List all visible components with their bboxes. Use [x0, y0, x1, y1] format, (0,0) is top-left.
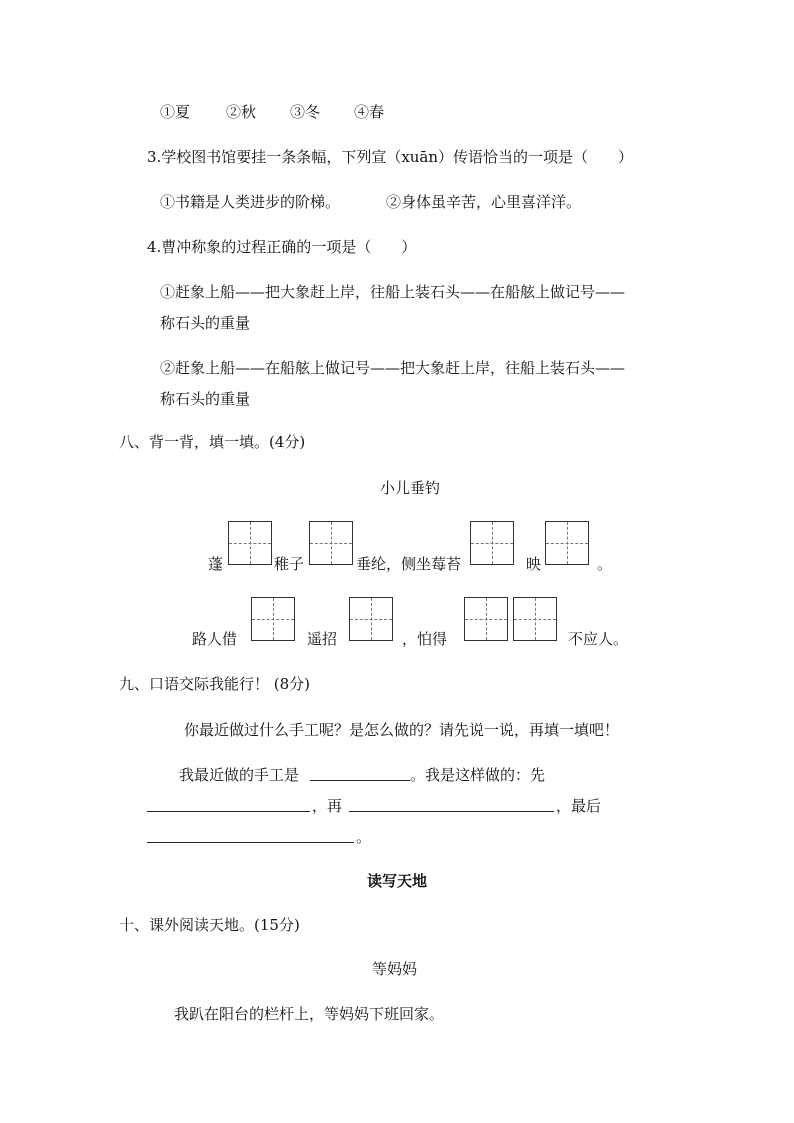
- fill-intro-text: 我最近做的手工是: [179, 766, 300, 784]
- poem-line2-text-4: 不应人。: [568, 630, 629, 648]
- fill-then-text: ，再: [312, 797, 343, 815]
- answer-blank-craft[interactable]: [310, 780, 410, 781]
- writing-grid-box[interactable]: [251, 597, 295, 641]
- writing-grid-box[interactable]: [309, 521, 353, 565]
- poem-title: 小儿垂钓: [380, 479, 441, 497]
- option-summer: ①夏: [160, 103, 191, 121]
- section-10-heading: 十、课外阅读天地。(15分): [119, 916, 300, 934]
- poem-line1-text-3: 垂纶，侧坐莓苔: [356, 555, 462, 573]
- question-4-option-1-line-2: 称石头的重量: [160, 314, 251, 332]
- answer-blank-finally[interactable]: [147, 842, 354, 843]
- question-3-stem: 3.学校图书馆要挂一条条幅，下列宣（xuān）传语恰当的一项是（ ）: [147, 148, 634, 166]
- writing-grid-box[interactable]: [470, 521, 514, 565]
- question-3-option-1: ①书籍是人类进步的阶梯。: [160, 193, 341, 211]
- section-9-heading: 九、口语交际我能行！ (8分): [119, 675, 311, 693]
- answer-blank-first[interactable]: [147, 811, 310, 812]
- writing-grid-box[interactable]: [545, 521, 589, 565]
- option-spring: ④春: [354, 103, 385, 121]
- fill-finally-text: ，最后: [556, 797, 602, 815]
- writing-grid-box[interactable]: [513, 597, 557, 641]
- writing-grid-box[interactable]: [349, 597, 393, 641]
- poem-line1-text-4: 映: [526, 555, 542, 573]
- poem-line1-text-2: 稚子: [274, 555, 305, 573]
- writing-grid-box[interactable]: [228, 521, 272, 565]
- poem-line1-text-1: 蓬: [208, 555, 224, 573]
- passage-title: 等妈妈: [372, 960, 418, 978]
- question-4-stem: 4.曹冲称象的过程正确的一项是（ ）: [147, 238, 417, 256]
- question-4-option-2-line-2: 称石头的重量: [160, 390, 251, 408]
- question-4-option-2-line-1: ②赶象上船——在船舷上做记号——把大象赶上岸，往船上装石头——: [160, 359, 626, 377]
- question-4-option-1-line-1: ①赶象上船——把大象赶上岸，往船上装石头——在船舷上做记号——: [160, 283, 626, 301]
- fill-first-text: 。我是这样做的：先: [410, 766, 546, 784]
- passage-line-1: 我趴在阳台的栏杆上，等妈妈下班回家。: [174, 1005, 445, 1023]
- question-3-option-2: ②身体虽辛苦，心里喜洋洋。: [386, 193, 582, 211]
- fill-end-text: 。: [356, 828, 372, 846]
- option-winter: ③冬: [290, 103, 321, 121]
- section-9-prompt: 你最近做过什么手工呢？是怎么做的？请先说一说，再填一填吧！: [184, 721, 620, 739]
- writing-grid-box[interactable]: [464, 597, 508, 641]
- option-autumn: ②秋: [226, 103, 257, 121]
- section-8-heading: 八、背一背，填一填。(4分): [119, 433, 306, 451]
- poem-line2-text-1: 路人借: [192, 630, 238, 648]
- poem-line2-text-3: ，怕得: [402, 630, 448, 648]
- poem-line1-text-5: 。: [597, 555, 613, 573]
- poem-line2-text-2: 遥招: [307, 630, 338, 648]
- answer-blank-then[interactable]: [349, 811, 554, 812]
- part-title: 读写天地: [367, 872, 428, 890]
